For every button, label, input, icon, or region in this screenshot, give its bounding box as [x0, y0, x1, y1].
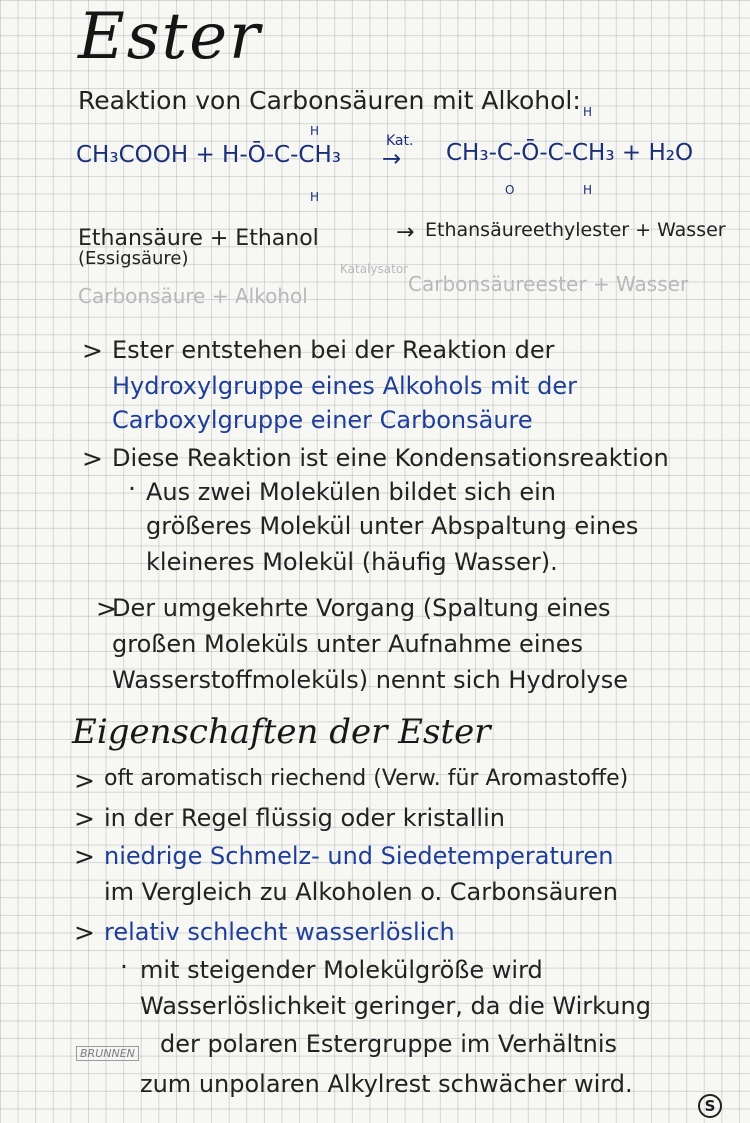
equation-bottom-h-right: H — [583, 183, 593, 197]
reaction-subtitle: Reaktion von Carbonsäuren mit Alkohol: — [78, 86, 581, 115]
list-item: Carboxylgruppe einer Carbonsäure — [112, 406, 533, 434]
page-mark-icon: S — [698, 1094, 722, 1118]
list-bullet: > — [74, 842, 95, 871]
list-item: Hydroxylgruppe eines Alkohols mit der — [112, 372, 578, 400]
list-item: mit steigender Molekülgröße wird — [140, 956, 543, 984]
list-item: Der umgekehrte Vorgang (Spaltung eines — [112, 594, 611, 622]
equation-right: CH₃-C-Ō-C-CH₃ + H₂O — [446, 140, 694, 166]
list-item: Diese Reaktion ist eine Kondensationsreaktion — [112, 444, 669, 472]
list-item: größeres Molekül unter Abspaltung eines — [146, 512, 639, 540]
list-item: zum unpolaren Alkylrest schwächer wird. — [140, 1070, 633, 1098]
list-item: relativ schlecht wasserlöslich — [104, 918, 455, 946]
list-item: Ester entstehen bei der Reaktion der — [112, 336, 555, 364]
faint-equation-left: Carbonsäure + Alkohol — [78, 284, 308, 308]
word-equation-left: Ethansäure + Ethanol — [78, 226, 319, 251]
properties-heading: Eigenschaften der Ester — [72, 712, 491, 752]
list-bullet: > — [74, 804, 95, 833]
word-equation-arrow: → — [396, 220, 415, 245]
equation-catalyst: Kat. — [386, 133, 414, 149]
equation-top-h-right: H — [583, 105, 593, 119]
equation-left: CH₃COOH + H-Ō-C-CH₃ — [76, 142, 341, 168]
word-equation-left-sub: (Essigsäure) — [78, 248, 189, 269]
brand-logo: BRUNNEN — [76, 1046, 139, 1061]
list-item: Wasserlöslichkeit geringer, da die Wirkung — [140, 992, 651, 1020]
list-bullet: > — [74, 766, 95, 795]
list-item: im Vergleich zu Alkoholen o. Carbonsäuren — [104, 878, 618, 906]
list-bullet: > — [74, 918, 95, 947]
list-item: oft aromatisch riechend (Verw. für Aromastoffe) — [104, 766, 629, 791]
equation-top-h-left: H — [310, 124, 320, 138]
list-item: Aus zwei Molekülen bildet sich ein — [146, 478, 556, 506]
list-bullet: · — [128, 474, 136, 503]
list-item: niedrige Schmelz- und Siedetemperaturen — [104, 842, 614, 870]
equation-bottom-h-left: H — [310, 190, 320, 204]
list-bullet: > — [96, 594, 117, 623]
list-item: Wasserstoffmoleküls) nennt sich Hydrolyse — [112, 666, 628, 694]
page-title: Ester — [78, 0, 262, 74]
word-equation-right: Ethansäureethylester + Wasser — [425, 219, 726, 241]
equation-bottom-o-right: O — [505, 183, 515, 197]
list-item: der polaren Estergruppe im Verhältnis — [160, 1030, 618, 1058]
list-item: in der Regel flüssig oder kristallin — [104, 804, 505, 832]
faint-equation-catalyst: Katalysator — [340, 262, 409, 276]
list-bullet: > — [82, 336, 103, 365]
list-bullet: > — [82, 444, 103, 473]
list-item: kleineres Molekül (häufig Wasser). — [146, 548, 558, 576]
list-item: großen Moleküls unter Aufnahme eines — [112, 630, 583, 658]
faint-equation-right: Carbonsäureester + Wasser — [408, 272, 689, 296]
equation-arrow: → — [382, 146, 402, 172]
list-bullet: · — [120, 952, 128, 981]
